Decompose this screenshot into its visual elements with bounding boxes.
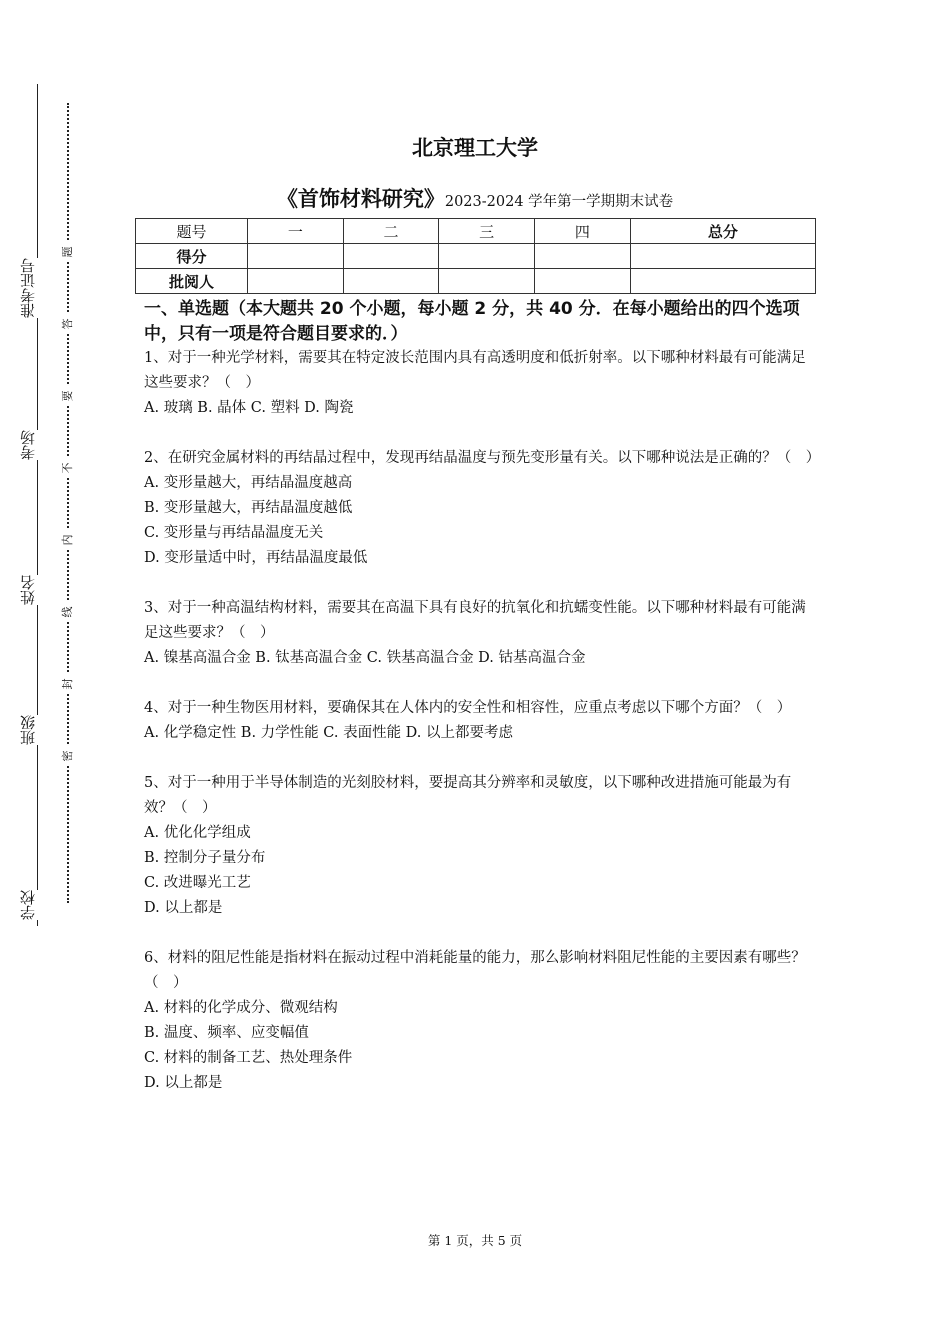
reviewer-cell[interactable]: [248, 269, 344, 294]
question-option: A. 材料的化学成分、微观结构: [144, 1000, 338, 1016]
score-table-header: [136, 219, 816, 244]
question-text: 1、对于一种光学材料，需要其在特定波长范围内具有高透明度和低折射率。以下哪种材料最有可能满足这些要求？（ ）: [144, 350, 806, 391]
score-cell[interactable]: [535, 244, 631, 269]
exam-term: 2023-2024 学年第一学期期末试卷: [444, 194, 674, 210]
seal-char: 封: [59, 674, 77, 694]
question-option: A. 优化化学组成: [144, 825, 251, 841]
seal-char: 要: [59, 386, 77, 406]
question-item: [144, 946, 819, 1096]
row-label: 批阅人: [136, 269, 248, 294]
question-option: D. 以上都是: [144, 1075, 223, 1091]
question-option: B. 控制分子量分布: [144, 850, 266, 866]
exam-subtitle: [0, 183, 950, 213]
seal-dotted-line: [67, 103, 69, 903]
score-cell[interactable]: [248, 244, 344, 269]
university-title: 北京理工大学: [412, 136, 538, 160]
question-option: B. 温度、频率、应变幅值: [144, 1025, 309, 1041]
column-header: 三: [439, 219, 535, 244]
question-text: 6、材料的阻尼性能是指材料在振动过程中消耗能量的能力，那么影响材料阻尼性能的主要因素有哪些？（ ）: [144, 950, 806, 991]
column-header: 二: [343, 219, 439, 244]
question-option: B. 变形量越大，再结晶温度越低: [144, 500, 353, 516]
column-header: 一: [248, 219, 344, 244]
score-table: [135, 218, 816, 294]
reviewer-cell[interactable]: [630, 269, 815, 294]
column-header: 题号: [136, 219, 248, 244]
question-option: D. 变形量适中时，再结晶温度最低: [144, 550, 368, 566]
question-text: 3、对于一种高温结构材料，需要其在高温下具有良好的抗氧化和抗蠕变性能。以下哪种材料最有可能满足这些要求？（ ）: [144, 600, 806, 641]
question-text: 5、对于一种用于半导体制造的光刻胶材料，要提高其分辨率和灵敏度，以下哪种改进措施可能最为有效？（ ）: [144, 775, 792, 816]
score-row: [136, 244, 816, 269]
question-option: D. 以上都是: [144, 900, 223, 916]
question-item: [144, 771, 819, 921]
question-option: A. 化学稳定性 B. 力学性能 C. 表面性能 D. 以上都要考虑: [144, 725, 514, 741]
reviewer-cell[interactable]: [439, 269, 535, 294]
reviewer-cell[interactable]: [535, 269, 631, 294]
question-option: A. 镍基高温合金 B. 钛基高温合金 C. 铁基高温合金 D. 钴基高温合金: [144, 650, 586, 666]
column-header: 总分: [630, 219, 815, 244]
question-option: A. 玻璃 B. 晶体 C. 塑料 D. 陶瓷: [144, 400, 354, 416]
question-item: [144, 346, 819, 421]
question-option: C. 材料的制备工艺、热处理条件: [144, 1050, 353, 1066]
seal-char: 内: [59, 530, 77, 550]
question-item: [144, 596, 819, 671]
course-name: 《首饰材料研究》: [276, 187, 445, 211]
class-label: 班级: [20, 715, 42, 745]
question-item: [144, 446, 819, 571]
question-option: C. 改进曝光工艺: [144, 875, 251, 891]
name-label: 姓名: [20, 575, 42, 605]
row-label: 得分: [136, 244, 248, 269]
page-number: 第 1 页，共 5 页: [427, 1233, 523, 1248]
section-heading: 一、单选题（本大题共 20 个小题，每小题 2 分，共 40 分．在每小题给出的四个选项中，只有一项是符合题目要求的．）: [144, 299, 800, 344]
seal-char: 不: [59, 458, 77, 478]
score-cell[interactable]: [439, 244, 535, 269]
reviewer-row: [136, 269, 816, 294]
score-cell[interactable]: [630, 244, 815, 269]
seal-char: 题: [59, 242, 77, 262]
exam-number-label: 准考证号: [20, 258, 42, 318]
school-label: 学校: [20, 890, 42, 920]
reviewer-cell[interactable]: [343, 269, 439, 294]
question-list: [144, 346, 819, 1121]
seal-char: 线: [59, 602, 77, 622]
question-item: [144, 696, 819, 746]
question-text: 4、对于一种生物医用材料，要确保其在人体内的安全性和相容性，应重点考虑以下哪个方面？（ ）: [144, 700, 792, 716]
question-text: 2、在研究金属材料的再结晶过程中，发现再结晶温度与预先变形量有关。以下哪种说法是正确的？（ ）: [144, 450, 821, 466]
exam-room-label: 考场: [20, 430, 42, 460]
seal-char: 密: [59, 746, 77, 766]
column-header: 四: [535, 219, 631, 244]
question-option: A. 变形量越大，再结晶温度越高: [144, 475, 353, 491]
question-option: C. 变形量与再结晶温度无关: [144, 525, 324, 541]
score-cell[interactable]: [343, 244, 439, 269]
seal-char: 答: [59, 314, 77, 334]
